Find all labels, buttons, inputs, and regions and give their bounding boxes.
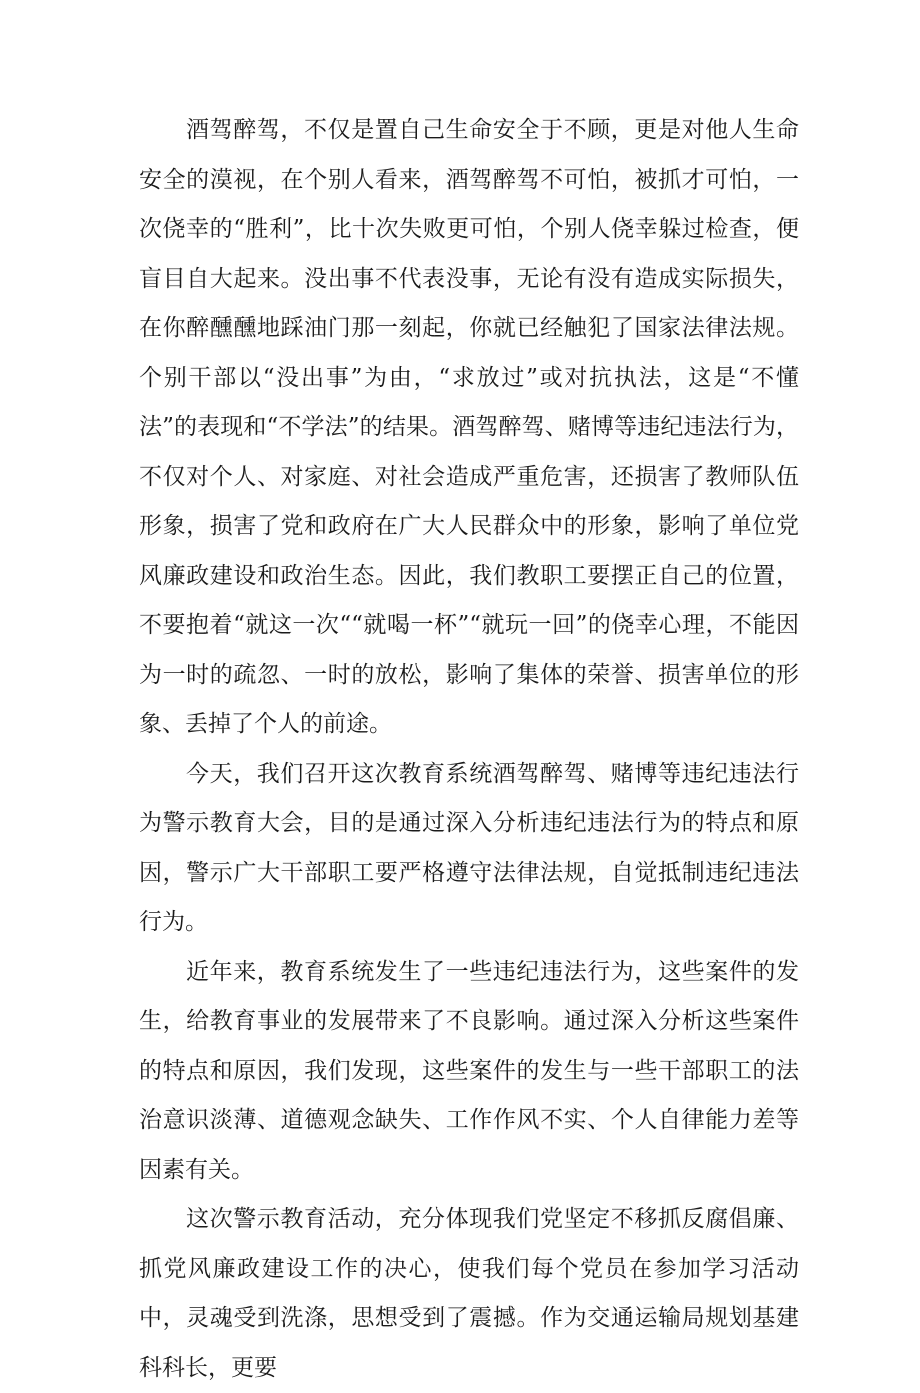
paragraph-2: 今天，我们召开这次教育系统酒驾醉驾、赌博等违纪违法行为警示教育大会，目的是通过深入分析违纪违法行为的特点和原因，警示广大干部职工要严格遵守法律法规，自觉抵制违纪违法行为。 [139, 760, 799, 935]
paragraph-3: 近年来，教育系统发生了一些违纪违法行为，这些案件的发生，给教育事业的发展带来了不良影响。通过深入分析这些案件的特点和原因，我们发现，这些案件的发生与一些干部职工的法治意识淡薄、道德观念缺失、工作作风不实、个人自律能力差等因素有关。 [139, 958, 799, 1183]
document-page [139, 106, 799, 1393]
paragraph-1: 酒驾醉驾，不仅是置自己生命安全于不顾，更是对他人生命安全的漠视，在个别人看来，酒驾醉驾不可怕，被抓才可怕，一次侥幸的“胜利”，比十次失败更可怕，个别人侥幸躲过检查，便盲目自大起来。没出事不代表没事，无论有没有造成实际损失，在你醉醺醺地踩油门那一刻起，你就已经触犯了国家法律法规。个别干部以“没出事”为由，“求放过”或对抗执法，这是“不懂法”的表现和“不学法”的结果。酒驾醉驾、赌博等违纪违法行为，不仅对个人、对家庭、对社会造成严重危害，还损害了教师队伍形象，损害了党和政府在广大人民群众中的形象，影响了单位党风廉政建设和政治生态。因此，我们教职工要摆正自己的位置，不要抱着“就这一次““就喝一杯”“就玩一回”的侥幸心理，不能因为一时的疏忽、一时的放松，影响了集体的荣誉、损害单位的形象、丢掉了个人的前途。 [139, 117, 799, 737]
paragraph-4: 这次警示教育活动，充分体现我们党坚定不移抓反腐倡廉、抓党风廉政建设工作的决心，使我们每个党员在参加学习活动中，灵魂受到洗涤，思想受到了震撼。作为交通运输局规划基建科科长，更要 [139, 1206, 799, 1381]
